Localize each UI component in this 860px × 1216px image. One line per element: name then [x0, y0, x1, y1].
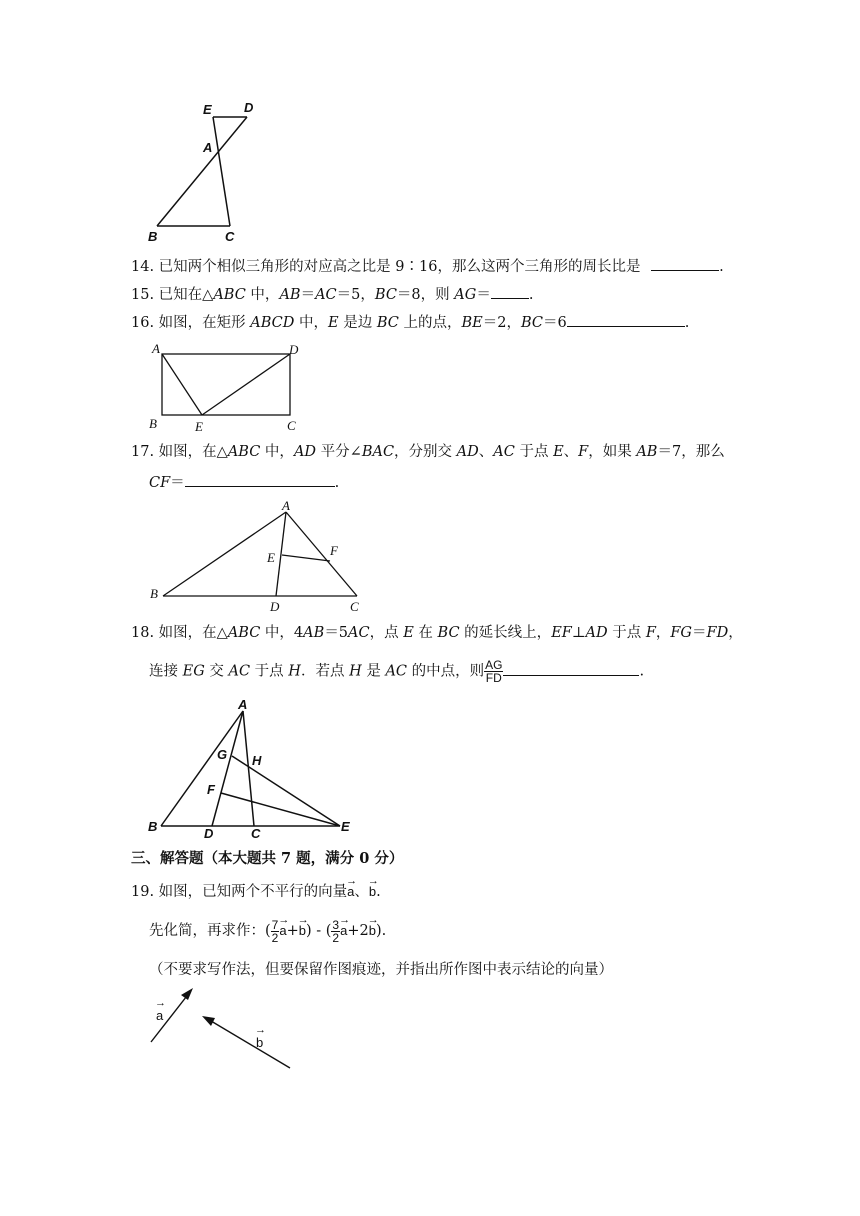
- var: AD: [585, 625, 608, 641]
- text: ＝5: [324, 625, 349, 641]
- text: 连接: [149, 663, 183, 680]
- var: F: [645, 625, 656, 641]
- text: 交: [204, 663, 229, 680]
- var: AB: [279, 287, 301, 303]
- fraction-bottom: 2: [271, 930, 279, 945]
- text: 是边: [338, 315, 377, 331]
- label-B: B: [149, 416, 157, 431]
- var: E: [403, 625, 414, 641]
- text: +: [286, 923, 299, 939]
- text: 、: [478, 444, 494, 460]
- text: 先化简，再求作：(: [149, 923, 271, 939]
- vector-b-label: → b: [256, 1035, 263, 1050]
- text: 于点: [250, 663, 289, 680]
- text: ，点: [369, 625, 404, 641]
- text: 如图，在△: [158, 625, 228, 641]
- text: 已知在△: [158, 287, 214, 303]
- question-number: 19.: [131, 884, 155, 900]
- var: BC: [437, 625, 460, 641]
- text: 是: [361, 663, 386, 680]
- var: ABCD: [250, 315, 295, 331]
- text: ＝: [300, 287, 316, 303]
- section-3-title: 三、解答题（本大题共 7 题，满分 0 分）: [131, 850, 404, 867]
- label-C: C: [287, 418, 296, 433]
- question-19-note: （不要求写作法，但要保留作图痕迹，并指出所作图中表示结论的向量）: [149, 962, 613, 978]
- vector-b: → b: [299, 917, 306, 945]
- label-D: D: [244, 100, 254, 115]
- vector-b: → b: [369, 917, 376, 945]
- question-text: 已知两个相似三角形的对应高之比是 9∶16，那么这两个三角形的周长比是: [158, 259, 641, 275]
- text: ＝2，: [482, 315, 521, 331]
- period: .: [334, 475, 340, 491]
- text: 于点: [607, 625, 646, 641]
- var: ABC: [227, 625, 261, 641]
- var: AB: [303, 625, 325, 641]
- vector-a: → a: [340, 917, 347, 945]
- text: ).: [375, 923, 387, 939]
- label-E: E: [203, 102, 212, 117]
- var: AC: [493, 444, 515, 460]
- text: 中，: [260, 444, 294, 460]
- text: 中，4: [260, 625, 304, 641]
- text: ＝: [692, 625, 707, 641]
- fraction-top: 3: [332, 917, 340, 932]
- vector-a: → a: [347, 882, 354, 902]
- fraction-bottom: 2: [332, 930, 340, 945]
- text: ＝8，则: [396, 287, 455, 303]
- text: 中，: [245, 287, 280, 303]
- text: ＝5，: [336, 287, 375, 303]
- text: 、: [354, 884, 369, 900]
- label-F: F: [207, 782, 215, 797]
- text: ⊥: [571, 625, 586, 641]
- text: ，: [728, 625, 743, 641]
- text: 于点: [514, 444, 554, 460]
- vector-a-label: → a: [156, 1008, 163, 1023]
- var: ABC: [227, 444, 261, 460]
- text: +2: [347, 923, 369, 939]
- var: BAC: [361, 444, 395, 460]
- fraction-top: 7: [271, 917, 279, 932]
- var: EF: [551, 625, 572, 641]
- text: 上的点，: [398, 315, 462, 331]
- text: 如图，在△: [158, 444, 228, 460]
- var: AD: [456, 444, 479, 460]
- fraction-top: AG: [485, 658, 503, 672]
- label-G: G: [217, 747, 228, 762]
- period: .: [719, 259, 724, 275]
- question-number: 18.: [131, 625, 155, 641]
- question-number: 15.: [131, 287, 155, 303]
- var: E: [328, 315, 339, 331]
- var: AB: [636, 444, 658, 460]
- var: E: [553, 444, 564, 460]
- label-E: E: [195, 419, 203, 434]
- var: FD: [706, 625, 729, 641]
- var: F: [578, 444, 589, 460]
- question-number: 17.: [131, 444, 155, 460]
- label-A: A: [238, 697, 248, 712]
- period: .: [639, 663, 645, 680]
- var: AC: [348, 625, 370, 641]
- text: 、: [563, 444, 579, 460]
- text: 的延长线上，: [459, 625, 552, 641]
- label-E: E: [341, 819, 350, 834]
- text: 中，: [294, 315, 329, 331]
- label-B: B: [148, 229, 158, 244]
- var: AC: [385, 663, 408, 680]
- var: CF: [149, 475, 171, 491]
- period: .: [684, 315, 690, 331]
- vector-b: → b: [369, 882, 376, 902]
- text: ) - (: [305, 923, 332, 939]
- label-B: B: [150, 586, 158, 601]
- label-D: D: [289, 342, 299, 357]
- text: ＝6: [542, 315, 567, 331]
- label-A: A: [203, 140, 213, 155]
- question-number: 16.: [131, 315, 155, 331]
- text: ，分别交: [394, 444, 457, 460]
- period: .: [376, 884, 381, 900]
- vector-a: → a: [279, 917, 286, 945]
- text: ＝: [170, 475, 185, 491]
- label-F: F: [330, 543, 338, 558]
- var: H: [288, 663, 301, 680]
- var: BC: [376, 315, 399, 331]
- label-B: B: [148, 819, 158, 834]
- text: ，: [655, 625, 671, 641]
- label-A: A: [282, 498, 290, 513]
- label-C: C: [350, 599, 359, 614]
- var: BC: [374, 287, 397, 303]
- var: EG: [182, 663, 205, 680]
- var: BC: [520, 315, 543, 331]
- text: 如图，已知两个不平行的向量: [158, 884, 348, 900]
- var: AG: [454, 287, 477, 303]
- label-A: A: [152, 341, 160, 356]
- var: AC: [228, 663, 251, 680]
- label-H: H: [252, 753, 262, 768]
- period: .: [528, 287, 534, 303]
- text: 如图，在矩形: [158, 315, 251, 331]
- var: AD: [293, 444, 317, 460]
- text: 平分∠: [316, 444, 362, 460]
- fraction-bottom: FD: [485, 671, 502, 685]
- label-C: C: [225, 229, 235, 244]
- label-C: C: [251, 826, 261, 841]
- var: AC: [315, 287, 337, 303]
- text: ＝7，那么: [657, 444, 725, 460]
- var: ABC: [213, 287, 246, 303]
- var: H: [349, 663, 362, 680]
- var: BE: [461, 315, 483, 331]
- label-D: D: [204, 826, 214, 841]
- var: FG: [670, 625, 693, 641]
- label-E: E: [267, 550, 275, 565]
- text: ，如果: [588, 444, 637, 460]
- text: ．若点: [300, 663, 350, 680]
- text: 的中点，则: [407, 663, 485, 680]
- label-D: D: [270, 599, 280, 614]
- question-number: 14.: [131, 259, 155, 275]
- text: 在: [413, 625, 438, 641]
- text: ＝: [476, 287, 491, 303]
